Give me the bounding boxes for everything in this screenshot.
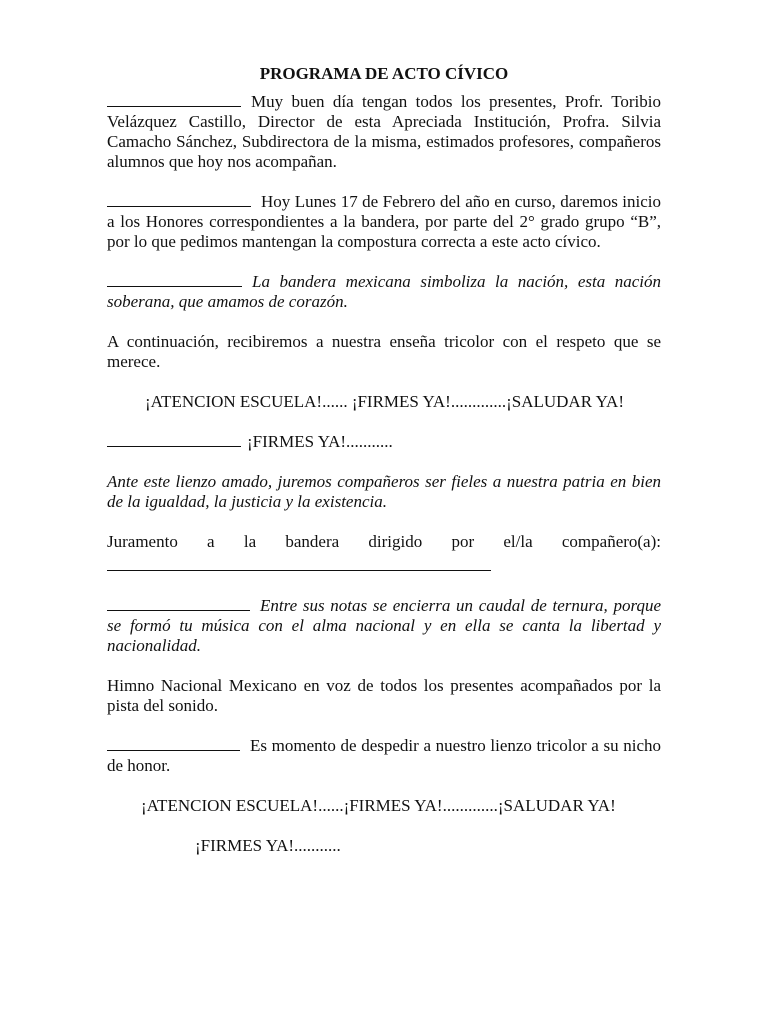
flag-symbol-text: La bandera mexicana simboliza la nación, esta nación soberana, que amamos de corazón. bbox=[107, 272, 661, 311]
paragraph-oath: Juramento a la bandera dirigido por el/la compañero(a): bbox=[107, 532, 661, 551]
fill-in-blank bbox=[107, 736, 240, 751]
paragraph-pledge-intro: Ante este lienzo amado, juremos compañeros ser fieles a nuestra patria en bien de la igualdad, la justicia y la existencia. bbox=[107, 472, 661, 511]
fill-in-blank bbox=[107, 272, 242, 287]
greeting-text: Muy buen día tengan todos los presentes, Profr. Toribio Velázquez Castillo, Director de esta Apreciada Institución, Profra. Silvia Camacho Sánchez, Subdirectora de la misma, estimados profesores, compañeros alumnos que hoy nos acompañan. bbox=[107, 92, 661, 171]
fill-in-blank bbox=[107, 432, 241, 447]
paragraph-greeting bbox=[107, 92, 661, 172]
paragraph-anthem-intro bbox=[107, 596, 661, 656]
intro-text: Hoy Lunes 17 de Febrero del año en curso, daremos inicio a los Honores correspondientes a la bandera, por parte del 2° grado grupo “B”, por lo que pedimos mantengan la compostura correcta a este acto cívico. bbox=[107, 192, 661, 251]
farewell-text: Es momento de despedir a nuestro lienzo tricolor a su nicho de honor. bbox=[107, 736, 661, 775]
paragraph-intro bbox=[107, 192, 661, 252]
command-line-3: ¡ATENCION ESCUELA!......¡FIRMES YA!.............¡SALUDAR YA! bbox=[141, 796, 616, 815]
fill-in-blank bbox=[107, 192, 251, 207]
fill-in-blank bbox=[107, 556, 491, 571]
paragraph-receive-flag: A continuación, recibiremos a nuestra enseña tricolor con el respeto que se merece. bbox=[107, 332, 661, 371]
command-firmes-text: ¡FIRMES YA!........... bbox=[247, 432, 393, 451]
command-line-2 bbox=[107, 432, 661, 452]
paragraph-farewell bbox=[107, 736, 661, 776]
document-body bbox=[107, 64, 661, 876]
command-line-4: ¡FIRMES YA!........... bbox=[195, 836, 341, 855]
oath-blank-line bbox=[107, 556, 661, 576]
document-title: PROGRAMA DE ACTO CÍVICO bbox=[259, 64, 509, 83]
paragraph-flag-symbol bbox=[107, 272, 661, 312]
command-line-1: ¡ATENCION ESCUELA!...... ¡FIRMES YA!.............¡SALUDAR YA! bbox=[145, 392, 624, 411]
fill-in-blank bbox=[107, 596, 250, 611]
paragraph-anthem: Himno Nacional Mexicano en voz de todos los presentes acompañados por la pista del sonido. bbox=[107, 676, 661, 715]
fill-in-blank bbox=[107, 92, 241, 107]
anthem-intro-text: Entre sus notas se encierra un caudal de ternura, porque se formó tu música con el alma nacional y en ella se canta la libertad y nacionalidad. bbox=[107, 596, 661, 655]
